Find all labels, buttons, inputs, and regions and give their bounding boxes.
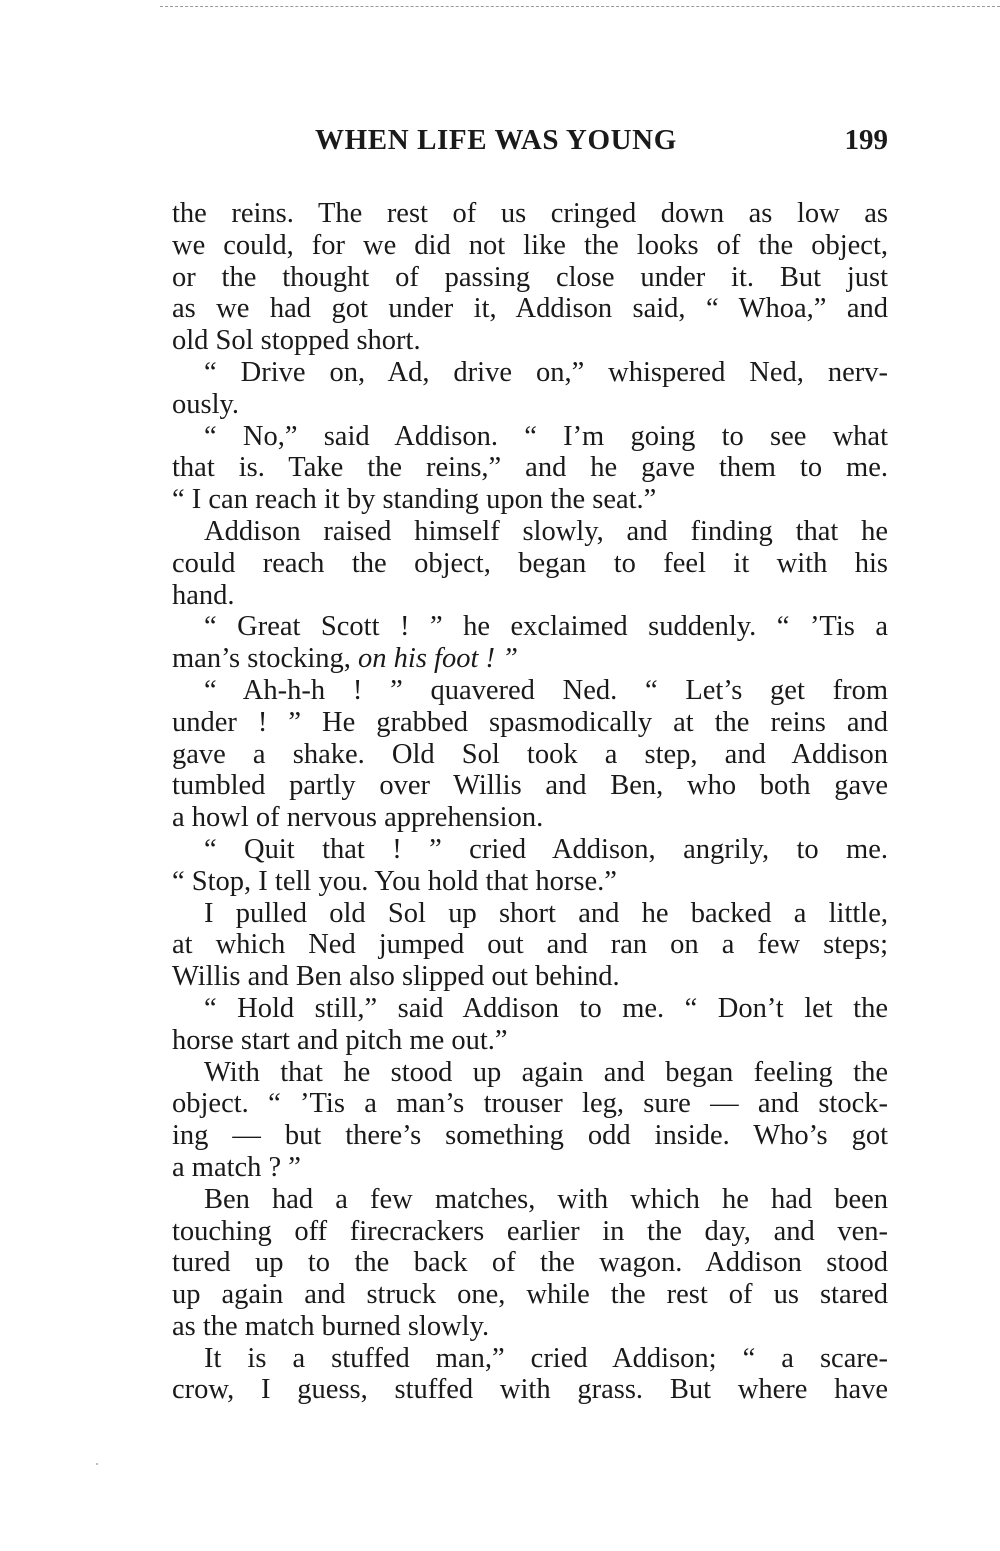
text-line: gave a shake. Old Sol took a step, and Addison xyxy=(172,738,888,770)
text-line: It is a stuffed man,” cried Addison; “ a scare- xyxy=(204,1342,888,1374)
text-line: a howl of nervous apprehension. xyxy=(172,802,544,834)
text-line: a match ? ” xyxy=(172,1151,301,1183)
text-line: Willis and Ben also slipped out behind. xyxy=(172,961,620,993)
text-line: could reach the object, began to feel it with his xyxy=(172,547,888,579)
text-line: “ Drive on, Ad, drive on,” whispered Ned, nerv- xyxy=(204,356,888,388)
text-line: With that he stood up again and began feeling the xyxy=(204,1056,888,1088)
text-line: “ I can reach it by standing upon the seat.” xyxy=(172,484,657,516)
text-line xyxy=(172,643,888,675)
text-line: tured up to the back of the wagon. Addison stood xyxy=(172,1247,888,1279)
italic-run: on his foot ! ” xyxy=(358,643,518,675)
text-line: object. “ ’Tis a man’s trouser leg, sure — and stock- xyxy=(172,1088,888,1120)
text-line: “ Quit that ! ” cried Addison, angrily, to me. xyxy=(204,833,888,865)
text-run: man’s stocking, xyxy=(172,643,359,675)
text-line: that is. Take the reins,” and he gave them to me. xyxy=(172,452,888,484)
text-line: “ Stop, I tell you. You hold that horse.” xyxy=(172,865,617,897)
running-head xyxy=(172,124,888,164)
text-line: we could, for we did not like the looks of the object, xyxy=(172,229,888,261)
text-line: as the match burned slowly. xyxy=(172,1310,490,1342)
text-line: up again and struck one, while the rest of us stared xyxy=(172,1279,888,1311)
text-line: old Sol stopped short. xyxy=(172,325,421,357)
text-line: tumbled partly over Willis and Ben, who both gave xyxy=(172,770,888,802)
text-line: “ No,” said Addison. “ I’m going to see what xyxy=(204,420,888,452)
text-line: ing — but there’s something odd inside. Who’s got xyxy=(172,1120,888,1152)
text-line: at which Ned jumped out and ran on a few steps; xyxy=(172,929,888,961)
text-line: touching off firecrackers earlier in the day, and ven- xyxy=(172,1215,888,1247)
text-line: “ Hold still,” said Addison to me. “ Don’t let the xyxy=(204,992,888,1024)
text-line: under ! ” He grabbed spasmodically at the reins and xyxy=(172,706,888,738)
page-number: 199 xyxy=(844,124,888,156)
running-title: WHEN LIFE WAS YOUNG xyxy=(315,124,677,156)
text-line: Addison raised himself slowly, and finding that he xyxy=(204,515,888,547)
text-line: as we had got under it, Addison said, “ Whoa,” and xyxy=(172,293,888,325)
scan-speck xyxy=(96,1463,98,1465)
body-text xyxy=(172,198,888,1406)
text-line: hand. xyxy=(172,579,235,611)
text-line: I pulled old Sol up short and he backed a little, xyxy=(204,897,888,929)
text-line: Ben had a few matches, with which he had been xyxy=(204,1183,888,1215)
text-line: “ Ah-h-h ! ” quavered Ned. “ Let’s get from xyxy=(204,674,888,706)
text-line: the reins. The rest of us cringed down as low as xyxy=(172,198,888,229)
text-line: ously. xyxy=(172,388,240,420)
text-line: or the thought of passing close under it. But just xyxy=(172,261,888,293)
text-line: “ Great Scott ! ” he exclaimed suddenly. “ ’Tis a xyxy=(204,611,888,643)
text-line: horse start and pitch me out.” xyxy=(172,1024,508,1056)
text-line: crow, I guess, stuffed with grass. But where have xyxy=(172,1374,888,1406)
scan-top-edge xyxy=(160,6,1000,7)
